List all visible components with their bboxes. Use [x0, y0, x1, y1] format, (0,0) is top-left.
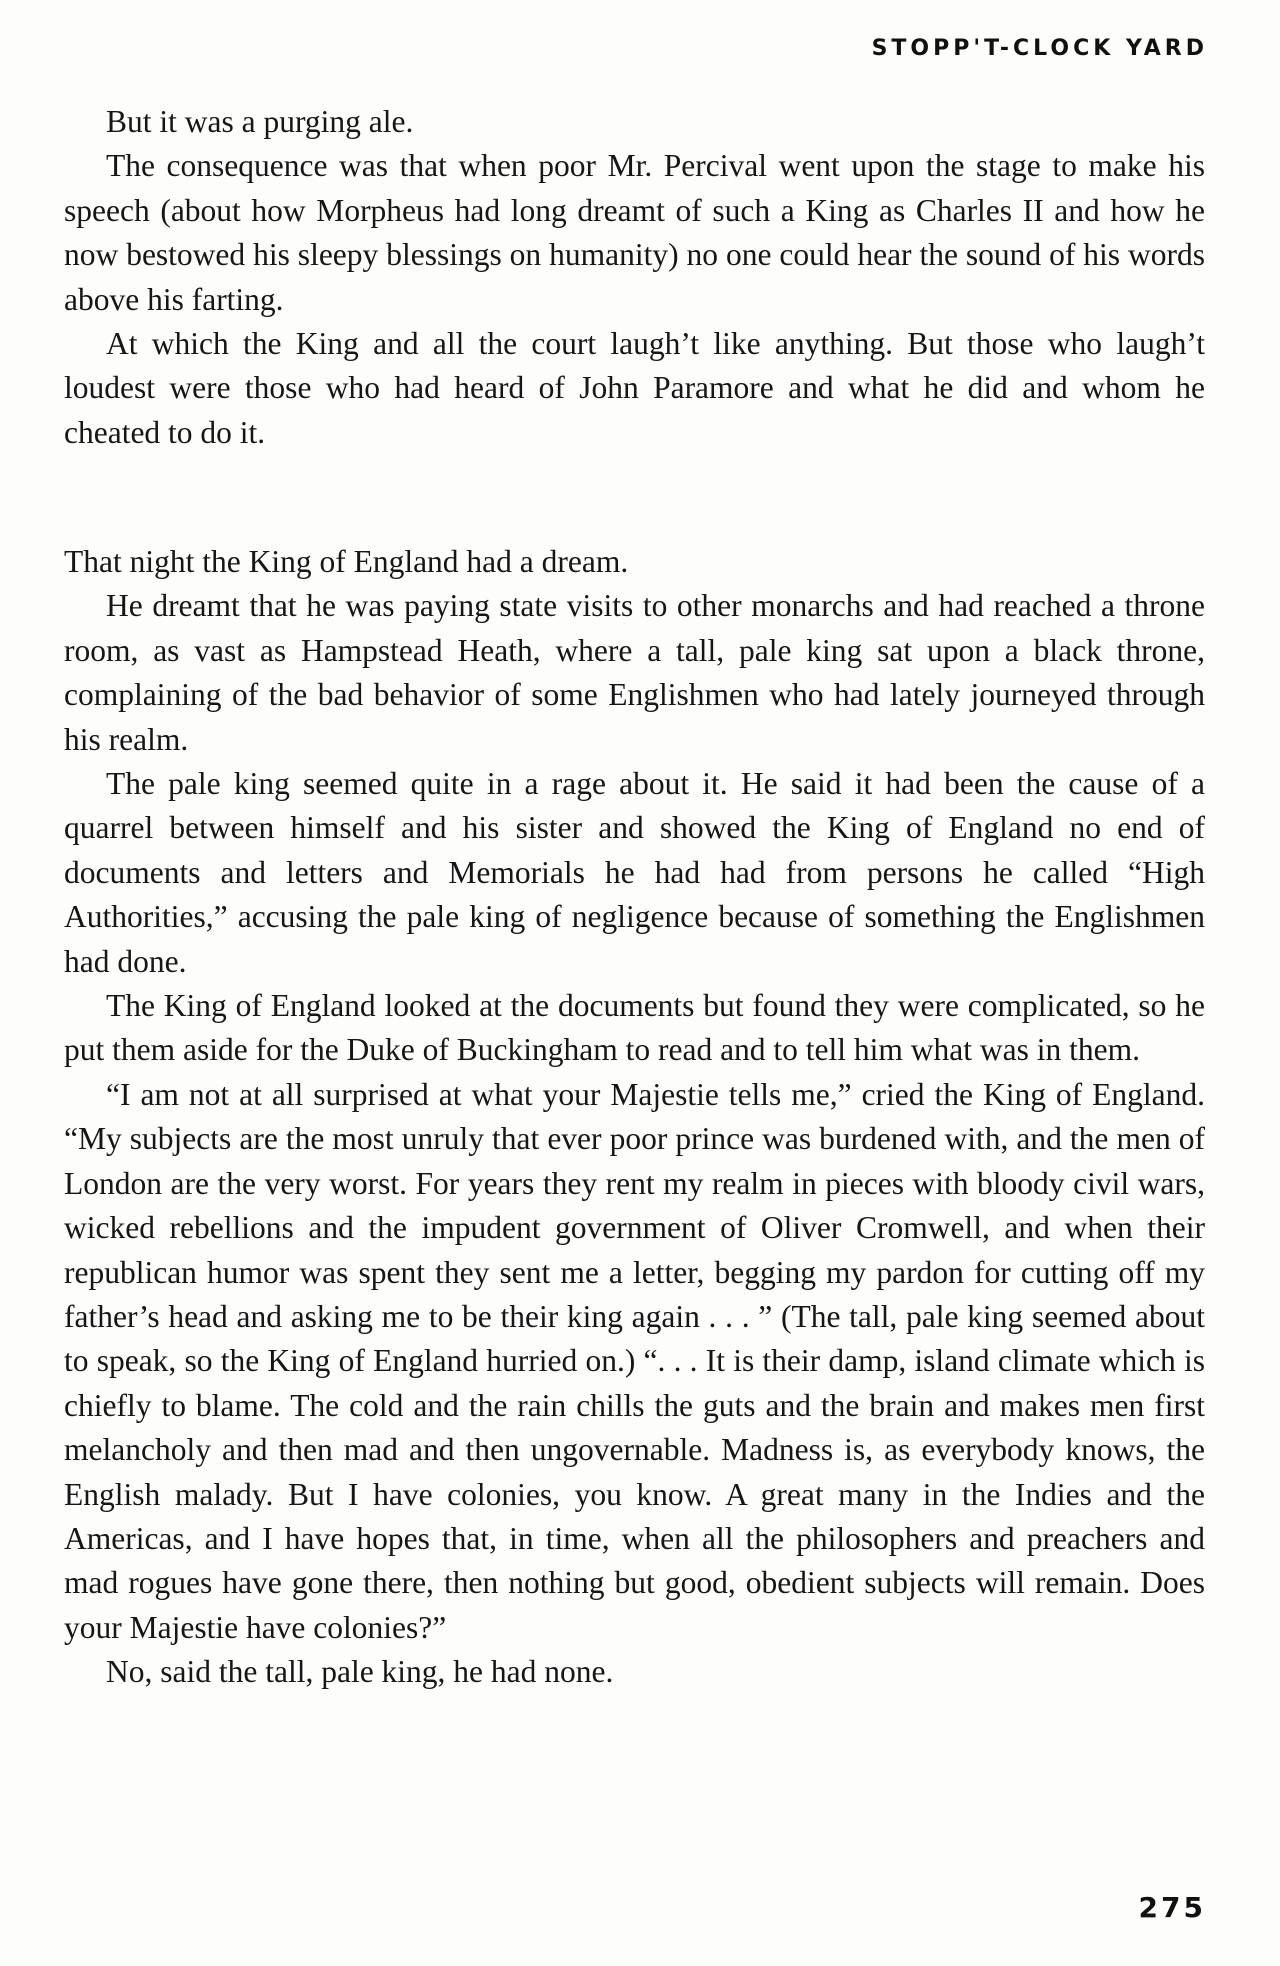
paragraph: The King of England looked at the documents but found they were complicated, so he put them aside for the Duke of Buckingham to read and to tell him what was in them. — [64, 988, 1205, 1068]
paragraph: “I am not at all surprised at what your Majestie tells me,” cried the King of England. “My subjects are the most unruly that ever poor prince was burdened with, and the men of London are the very worst. For years they rent my realm in pieces with bloody civil wars, wicked rebellions and the impudent government of Oliver Cromwell, and when their republican humor was spent they sent me a letter, begging my pardon for cutting off my father’s head and asking me to be their king again . . . ” (The tall, pale king seemed about to speak, so the King of England hurried on.) “. . . It is their damp, island climate which is chiefly to blame. The cold and the rain chills the guts and the brain and makes men first melancholy and then mad and then ungovernable. Madness is, as everybody knows, the English malady. But I have colonies, you know. A great many in the Indies and the Americas, and I have hopes that, in time, when all the philosophers and preachers and mad rogues have gone there, then nothing but good, obedient subjects will remain. Does your Majestie have colonies?” — [64, 1076, 1205, 1645]
section-2 — [64, 540, 1205, 1695]
paragraph: The consequence was that when poor Mr. Percival went upon the stage to make his speech (about how Morpheus had long dreamt of such a King as Charles II and how he now bestowed his sleepy blessings on humanity) no one could hear the sound of his words above his farting. — [64, 148, 1205, 317]
page-number: 275 — [1138, 1891, 1206, 1924]
paragraph: But it was a purging ale. — [106, 104, 414, 139]
paragraph: He dreamt that he was paying state visits to other monarchs and had reached a throne room, as vast as Hampstead Heath, where a tall, pale king sat upon a black throne, complaining of the bad behavior of some Englishmen who had lately journeyed through his realm. — [64, 588, 1205, 757]
running-head: STOPP'T-CLOCK YARD — [871, 36, 1208, 61]
paragraph: At which the King and all the court laugh’t like anything. But those who laugh’t loudest were those who had heard of John Paramore and what he did and whom he cheated to do it. — [64, 326, 1205, 450]
paragraph: No, said the tall, pale king, he had none. — [106, 1654, 614, 1690]
section-opening-paragraph: That night the King of England had a dream. — [64, 544, 629, 579]
paragraph: The pale king seemed quite in a rage about it. He said it had been the cause of a quarrel between himself and his sister and showed the King of England no end of documents and letters and Memorials he had had from persons he called “High Authorities,” accusing the pale king of negligence because of something the Englishmen had done. — [64, 766, 1205, 979]
section-1 — [64, 100, 1205, 455]
